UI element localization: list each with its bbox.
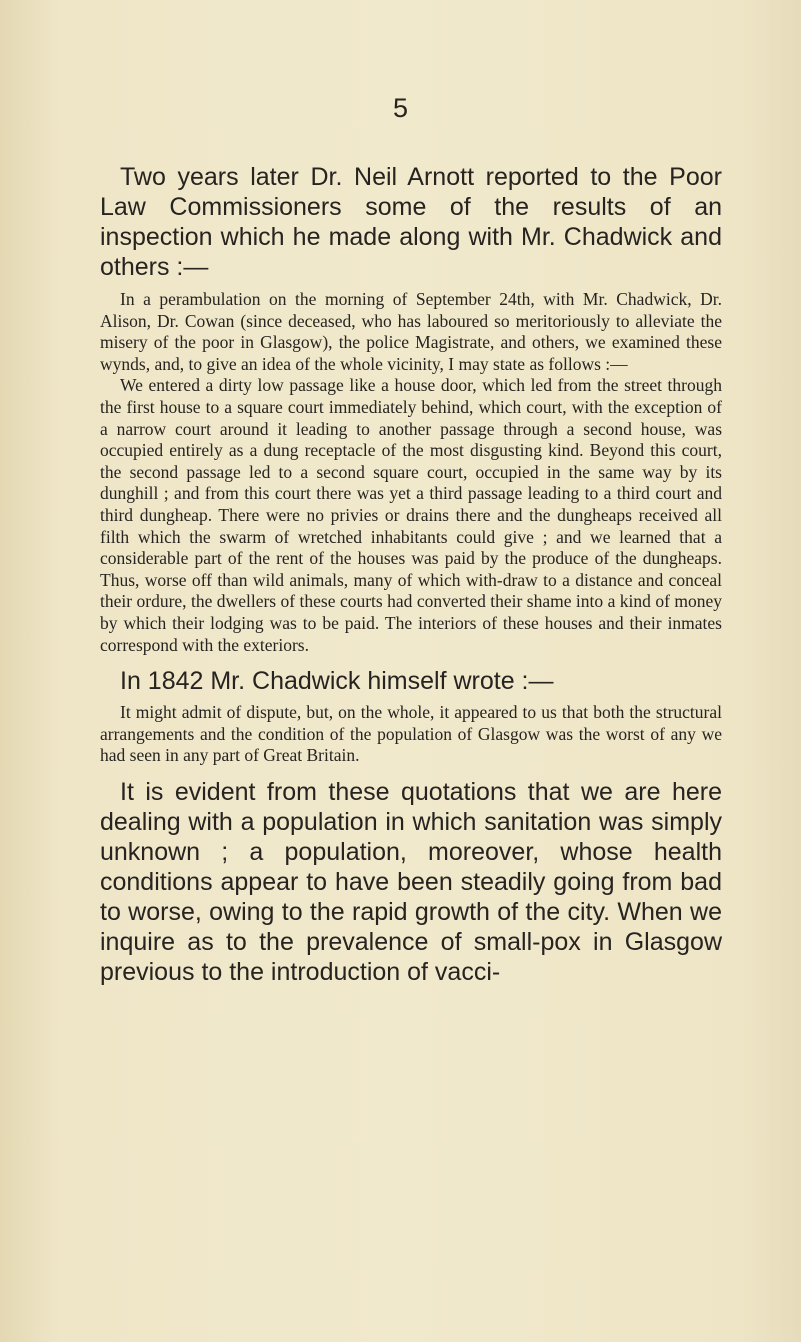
paragraph-chadwick-intro: In 1842 Mr. Chadwick himself wrote :— [120,667,554,696]
quote-entered-passage: We entered a dirty low passage like a house door, which led from the street through the first house to a square court immediately behind, which court, with the exception of a narrow court around it leading to another passage through a second house, was occupied entirely as a dung receptacle of the most disgusting kind. Beyond this court, the second passage led to a second square court, occupied in the same way by its dunghill ; and from this court there was yet a third passage leading to a third court and third dungheap. There were no privies or drains there and the dungheaps received all filth which the swarm of wretched inhabitants could give ; and we learned that a considerable part of the rent of the houses was paid by the produce of the dungheaps. Thus, worse off than wild animals, many of which with-draw to a distance and conceal their ordure, the dwellers of these courts had converted their shame into a kind of money by which their lodging was to be paid. The interiors of these houses and their inmates correspond with the exteriors. [100,375,722,655]
quote-perambulation: In a perambulation on the morning of September 24th, with Mr. Chadwick, Dr. Alison, Dr. Cowan (since deceased, who has laboured so meritoriously to alleviate the misery of the poor in Glasgow), the police Magistrate, and others, we examined these wynds, and, to give an idea of the whole vicinity, I may state as follows :— [100,289,722,374]
paragraph-arnott-intro: Two years later Dr. Neil Arnott reported to the Poor Law Commissioners some of the results of an inspection which he made along with Mr. Chadwick and others :— [100,163,722,281]
quote-dispute: It might admit of dispute, but, on the whole, it appeared to us that both the structural arrangements and the condition of the population of Glasgow was the worst of any we had seen in any part of Great Britain. [100,702,722,766]
page-body [100,162,722,987]
page-number: 5 [392,93,409,123]
paragraph-evident-conclusion: It is evident from these quotations that we are here dealing with a population in which sanitation was simply unknown ; a population, moreover, whose health conditions appear to have been steadily going from bad to worse, owing to the rapid growth of the city. When we inquire as to the prevalence of small-pox in Glasgow previous to the introduction of vacci- [100,777,722,986]
